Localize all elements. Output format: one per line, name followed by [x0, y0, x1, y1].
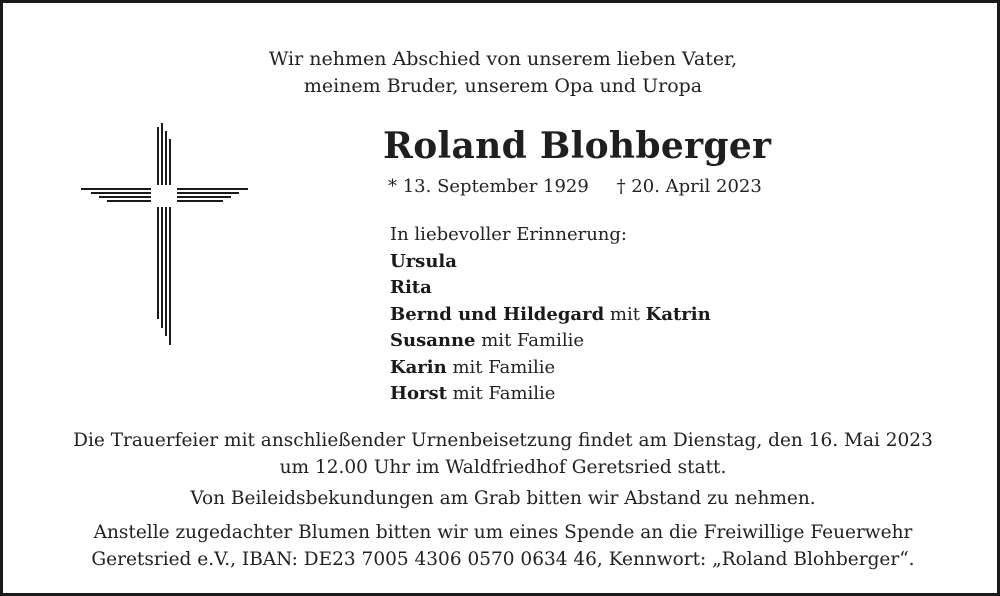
deceased-name: Roland Blohberger: [383, 125, 772, 167]
mourners-list: [390, 222, 711, 408]
birth-date: * 13. September 1929: [388, 176, 589, 197]
life-dates: [388, 176, 762, 197]
mourner-entry: [390, 328, 711, 355]
death-date: † 20. April 2023: [616, 176, 762, 197]
mourner-suffix: mit Familie: [446, 383, 556, 404]
mourner-suffix: mit: [604, 303, 646, 325]
mourner-entry: [390, 381, 711, 408]
mourner-name: Karin: [390, 356, 447, 378]
mourner-name-secondary: Katrin: [645, 303, 711, 325]
mourner-name: Horst: [390, 383, 447, 404]
remembrance-heading: In liebevoller Erinnerung:: [390, 224, 627, 245]
intro-text: [3, 46, 1000, 100]
mourner-entry: [390, 275, 711, 302]
donation-line: Geretsried e.V., IBAN: DE23 7005 4306 0570 0634 46, Kennwort: „Roland Blohberger“.: [91, 549, 915, 570]
mourner-entry: [390, 302, 711, 329]
mourner-name: Ursula: [390, 250, 457, 272]
mourner-name: Rita: [390, 277, 432, 298]
mourner-entry: [390, 355, 711, 382]
funeral-info: [3, 427, 1000, 481]
mourner-name: Bernd und Hildegard: [390, 303, 605, 325]
donation-info: [3, 519, 1000, 573]
intro-line: meinem Bruder, unserem Opa und Uropa: [303, 75, 703, 97]
funeral-line: Die Trauerfeier mit anschließender Urnenbeisetzung findet am Dienstag, den 16. Mai 2023: [73, 430, 933, 451]
mourner-entry: [390, 249, 711, 276]
cross-icon: [81, 123, 251, 348]
donation-line: Anstelle zugedachter Blumen bitten wir um eines Spende an die Freiwillige Feuerwehr: [93, 522, 913, 543]
mourner-name: Susanne: [390, 330, 476, 351]
intro-line: Wir nehmen Abschied von unserem lieben Vater,: [268, 48, 738, 70]
mourner-suffix: mit Familie: [446, 356, 556, 378]
mourner-suffix: mit Familie: [475, 330, 585, 351]
funeral-line: um 12.00 Uhr im Waldfriedhof Geretsried statt.: [279, 457, 727, 478]
condolences-note: Von Beileidsbekundungen am Grab bitten wir Abstand zu nehmen.: [190, 488, 816, 509]
